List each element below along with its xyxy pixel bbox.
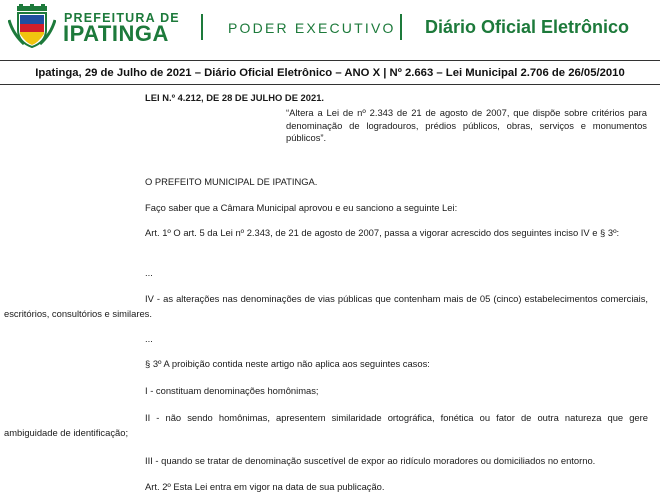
item-ii: II - não sendo homônimas, apresentem similaridade ortográfica, fonética ou fator de outra natureza que gere ambiguidade de identificação;: [4, 412, 648, 438]
law-title: LEI N.º 4.212, DE 28 DE JULHO DE 2021.: [145, 92, 325, 103]
paragraph-3: § 3º A proibição contida neste artigo não aplica aos seguintes casos:: [145, 358, 430, 369]
poder-executivo-label: PODER EXECUTIVO: [228, 20, 396, 36]
ellipsis: ...: [145, 333, 153, 344]
edition-line: Ipatinga, 29 de Julho de 2021 – Diário Oficial Eletrônico – ANO X | Nº 2.663 – Lei Municipal 2.706 de 26/05/2010: [0, 60, 660, 85]
diario-oficial-title: Diário Oficial Eletrônico: [425, 17, 630, 37]
prefeito-line: O PREFEITO MUNICIPAL DE IPATINGA.: [145, 176, 318, 187]
prefeitura-label: PREFEITURA DE: [64, 11, 180, 25]
item-i: I - constituam denominações homônimas;: [145, 385, 319, 396]
divider: [400, 14, 402, 40]
item-iii: III - quando se tratar de denominação suscetível de expor ao ridículo moradores ou domiciliados no entorno.: [145, 455, 596, 466]
article-1: Art. 1º O art. 5 da Lei nº 2.343, de 21 de agosto de 2007, passa a vigorar acrescido dos seguintes inciso IV e § 3º:: [145, 227, 620, 238]
city-crest-icon: [8, 4, 56, 48]
ellipsis: ...: [145, 267, 153, 278]
inciso-iv: IV - as alterações nas denominações de vias públicas que contenham mais de 05 (cinco) estabelecimentos comerciais, escritórios, consultórios e similares.: [4, 293, 648, 319]
faco-saber-line: Faço saber que a Câmara Municipal aprovou e eu sanciono a seguinte Lei:: [145, 202, 458, 213]
divider: [201, 14, 203, 40]
city-name: IPATINGA: [63, 21, 169, 46]
law-ementa: “Altera a Lei de nº 2.343 de 21 de agosto de 2007, que dispõe sobre critérios para denominação de logradouros, prédios públicos, obras, serviços e monumentos públicos”.: [286, 107, 647, 143]
masthead: [0, 0, 660, 58]
article-2: Art. 2º Esta Lei entra em vigor na data de sua publicação.: [145, 481, 385, 492]
